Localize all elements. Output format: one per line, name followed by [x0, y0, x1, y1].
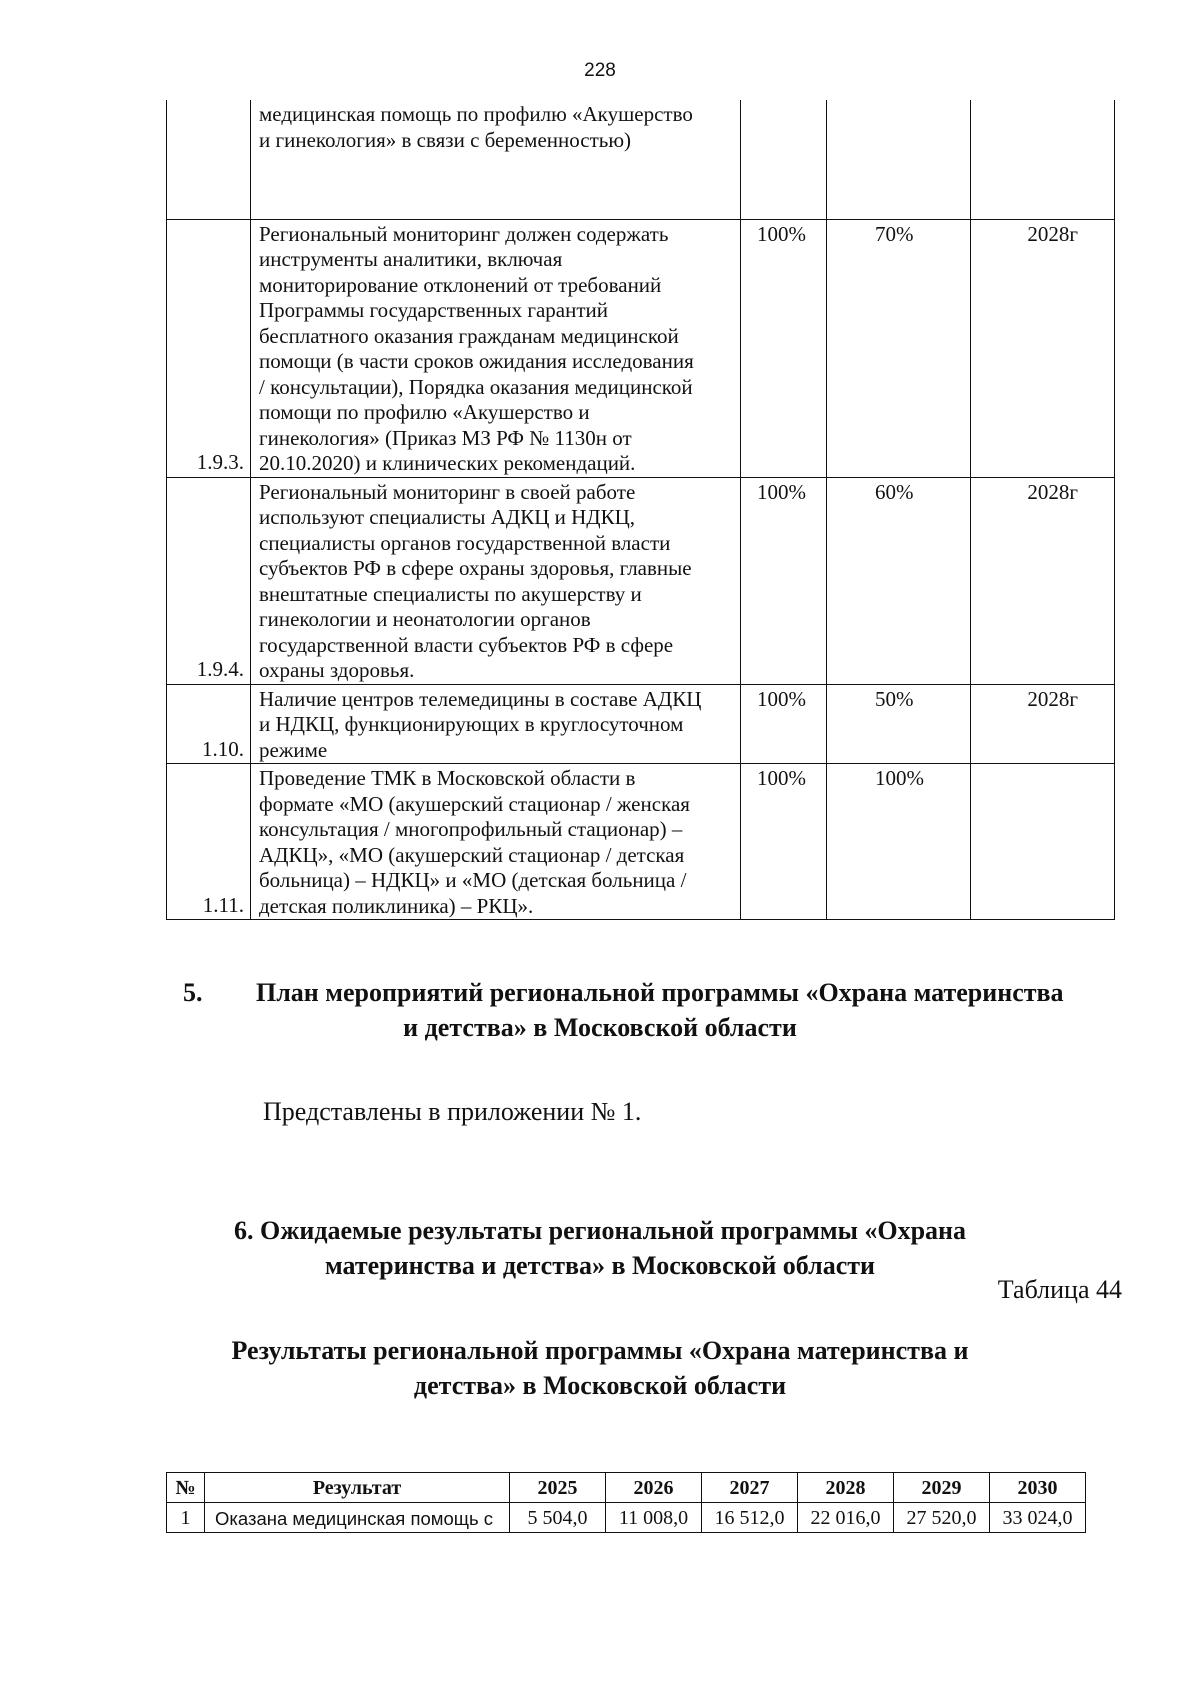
section-5-title-line1: План мероприятий региональной программы «Охрана материнства	[256, 978, 1064, 1007]
section-5-title-line2: и детства» в Московской области	[403, 1013, 797, 1042]
row-current-value: 60%	[827, 477, 971, 684]
results-cell: 11 008,0	[606, 1503, 702, 1533]
row-description: Региональный мониторинг должен содержать инструменты аналитики, включая мониторирование отклонений от требований Программы государственных гарантий бесплатного оказания гражданам медицинской помощи (в части сроков ожидания исследования / консультации), Порядка оказания медицинской помощи по профилю «Акушерство и гинекология» (Приказ МЗ РФ № 1130н от 20.10.2020) и клинических рекомендаций.	[251, 219, 741, 477]
row-current-value: 50%	[827, 684, 971, 764]
row-year: 2028г	[971, 477, 1115, 684]
results-cell: Оказана медицинская помощь с	[205, 1503, 510, 1533]
results-title-line1: Результаты региональной программы «Охрана материнства и	[231, 1336, 969, 1365]
indicator-row	[167, 764, 1115, 920]
indicator-row	[167, 477, 1115, 684]
row-number: 1.10.	[167, 684, 251, 764]
section-5-number: 5.	[183, 978, 203, 1007]
results-table	[166, 1472, 1086, 1533]
row-year	[971, 100, 1115, 219]
results-table-title	[0, 1333, 1200, 1403]
results-header-cell: 2025	[510, 1473, 606, 1503]
results-row	[167, 1503, 1086, 1533]
results-header-cell: №	[167, 1473, 205, 1503]
row-number	[167, 100, 251, 219]
results-cell: 22 016,0	[798, 1503, 894, 1533]
row-number: 1.11.	[167, 764, 251, 920]
indicator-row	[167, 219, 1115, 477]
page-number: 228	[584, 60, 616, 81]
row-year	[971, 764, 1115, 920]
indicator-row	[167, 684, 1115, 764]
row-target-value: 100%	[741, 219, 827, 477]
indicator-row	[167, 100, 1115, 219]
row-number: 1.9.4.	[167, 477, 251, 684]
results-cell: 27 520,0	[894, 1503, 990, 1533]
row-year: 2028г	[971, 684, 1115, 764]
row-description: Проведение ТМК в Московской области в формате «МО (акушерский стационар / женская консультация / многопрофильный стационар) – АДКЦ», «МО (акушерский стационар / детская больница) – НДКЦ» и «МО (детская больница / детская поликлиника) – РКЦ».	[251, 764, 741, 920]
row-current-value: 70%	[827, 219, 971, 477]
row-description: Наличие центров телемедицины в составе АДКЦ и НДКЦ, функционирующих в круглосуточном режиме	[251, 684, 741, 764]
results-header-cell: 2028	[798, 1473, 894, 1503]
section-6-heading	[0, 1213, 1200, 1283]
row-target-value: 100%	[741, 764, 827, 920]
results-header-cell: 2026	[606, 1473, 702, 1503]
row-target-value: 100%	[741, 477, 827, 684]
row-current-value: 100%	[827, 764, 971, 920]
results-header-cell: 2027	[702, 1473, 798, 1503]
results-title-line2: детства» в Московской области	[413, 1371, 787, 1400]
indicators-table	[166, 100, 1115, 920]
results-cell: 5 504,0	[510, 1503, 606, 1533]
results-cell: 33 024,0	[990, 1503, 1086, 1533]
row-target-value: 100%	[741, 684, 827, 764]
section-5-body: Представлены в приложении № 1.	[263, 1097, 642, 1126]
row-description: Региональный мониторинг в своей работе используют специалисты АДКЦ и НДКЦ, специалисты органов государственной власти субъектов РФ в сфере охраны здоровья, главные внештатные специалисты по акушерству и гинекологии и неонатологии органов государственной власти субъектов РФ в сфере охраны здоровья.	[251, 477, 741, 684]
results-cell: 1	[167, 1503, 205, 1533]
row-number: 1.9.3.	[167, 219, 251, 477]
results-header-cell: 2030	[990, 1473, 1086, 1503]
row-description: медицинская помощь по профилю «Акушерство и гинекология» в связи с беременностью)	[251, 100, 741, 219]
table-label: Таблица 44	[997, 1275, 1122, 1304]
results-cell: 16 512,0	[702, 1503, 798, 1533]
row-target-value	[741, 100, 827, 219]
row-current-value	[827, 100, 971, 219]
section-6-title-line1: 6. Ожидаемые результаты региональной программы «Охрана	[233, 1216, 967, 1245]
results-header-cell: Результат	[205, 1473, 510, 1503]
results-header-cell: 2029	[894, 1473, 990, 1503]
section-6-title-line2: материнства и детства» в Московской области	[324, 1251, 876, 1280]
row-year: 2028г	[971, 219, 1115, 477]
